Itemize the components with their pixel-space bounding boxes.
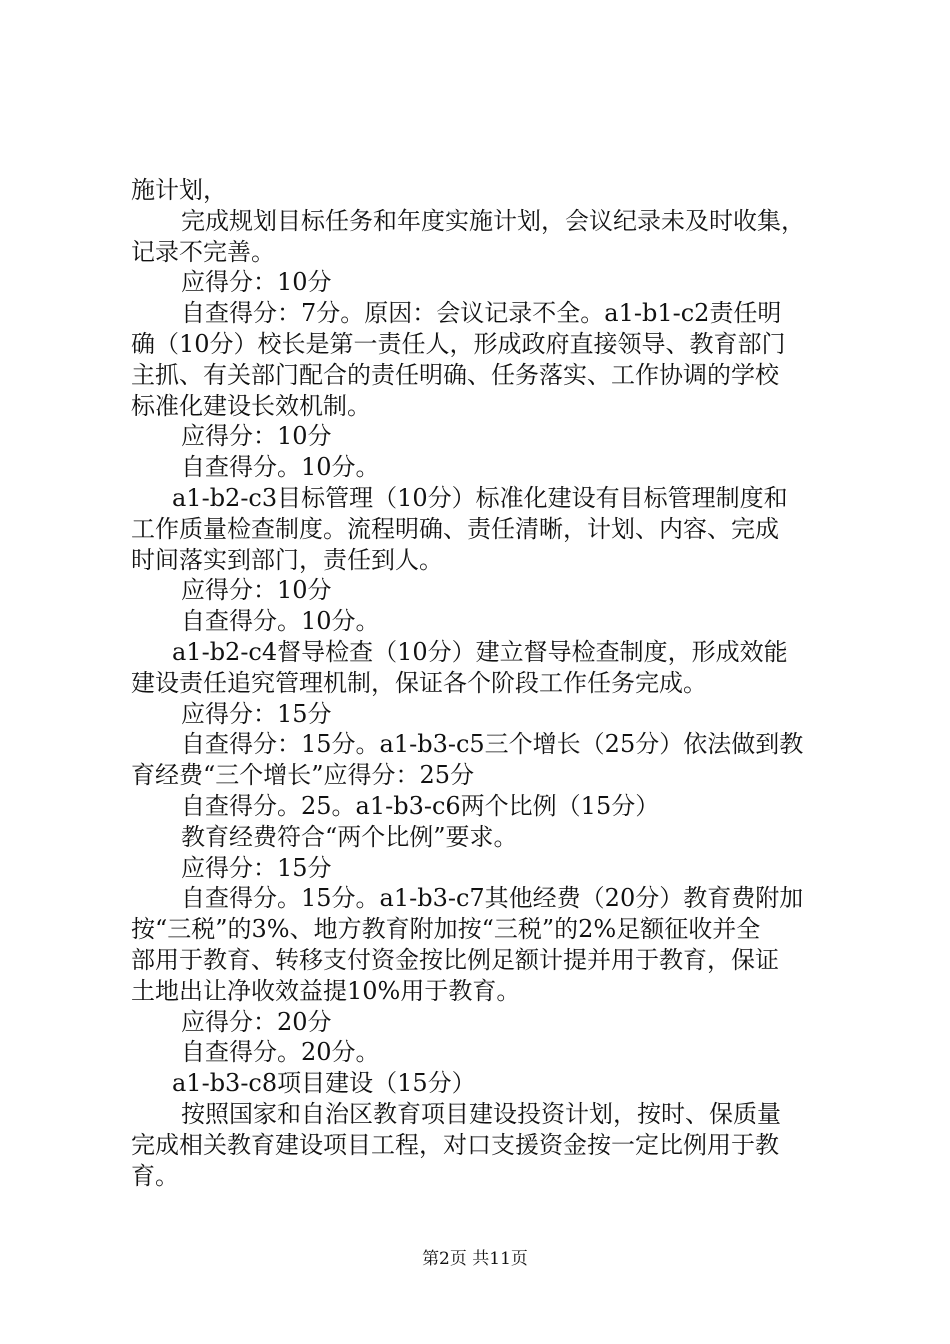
text-line: 应得分：10分	[181, 576, 332, 605]
text-line: 部用于教育、转移支付资金按比例足额计提并用于教育，保证	[131, 945, 779, 974]
text-line: 育。	[131, 1161, 179, 1190]
document-body	[131, 175, 831, 1191]
page-footer: 第2页 共11页	[422, 1249, 528, 1269]
text-line: 应得分：10分	[181, 268, 332, 297]
text-line: 按“三税”的3%、地方教育附加按“三税”的2%足额征收并全	[131, 915, 761, 944]
text-line: 教育经费符合“两个比例”要求。	[181, 822, 518, 851]
text-line: 记录不完善。	[131, 237, 275, 266]
text-line: a1-b2-c3目标管理（10分）标准化建设有目标管理制度和	[172, 483, 788, 512]
text-line: 时间落实到部门，责任到人。	[131, 545, 443, 574]
text-line: 主抓、有关部门配合的责任明确、任务落实、工作协调的学校	[131, 360, 779, 389]
text-line: 育经费“三个增长”应得分：25分	[131, 761, 475, 790]
text-line: 完成相关教育建设项目工程，对口支援资金按一定比例用于教	[131, 1130, 779, 1159]
text-line: 标准化建设长效机制。	[131, 391, 371, 420]
text-line: 确（10分）校长是第一责任人，形成政府直接领导、教育部门	[131, 329, 786, 358]
text-line: 自查得分。10分。	[181, 607, 380, 636]
text-line: a1-b2-c4督导检查（10分）建立督导检查制度，形成效能	[172, 637, 788, 666]
text-line: 应得分：15分	[181, 853, 332, 882]
text-line: 建设责任追究管理机制，保证各个阶段工作任务完成。	[131, 668, 707, 697]
text-line: 应得分：10分	[181, 422, 332, 451]
text-line: 应得分：15分	[181, 699, 332, 728]
text-line: 土地出让净收效益提10%用于教育。	[131, 976, 521, 1005]
text-line: 自查得分。20分。	[181, 1038, 380, 1067]
text-line: 应得分：20分	[181, 1007, 332, 1036]
text-line: 完成规划目标任务和年度实施计划，会议纪录未及时收集，	[181, 206, 805, 235]
text-line: 自查得分。15分。a1-b3-c7其他经费（20分）教育费附加	[181, 884, 804, 913]
text-line: 自查得分：15分。a1-b3-c5三个增长（25分）依法做到教	[181, 730, 804, 759]
text-line: 按照国家和自治区教育项目建设投资计划，按时、保质量	[181, 1099, 781, 1128]
text-line: 工作质量检查制度。流程明确、责任清晰，计划、内容、完成	[131, 514, 779, 543]
text-line: 自查得分：7分。原因：会议记录不全。a1-b1-c2责任明	[181, 299, 782, 328]
text-line: a1-b3-c8项目建设（15分）	[172, 1069, 476, 1098]
text-line: 自查得分。10分。	[181, 453, 380, 482]
text-line: 自查得分。25。a1-b3-c6两个比例（15分）	[181, 791, 660, 820]
text-line: 施计划，	[131, 176, 227, 204]
